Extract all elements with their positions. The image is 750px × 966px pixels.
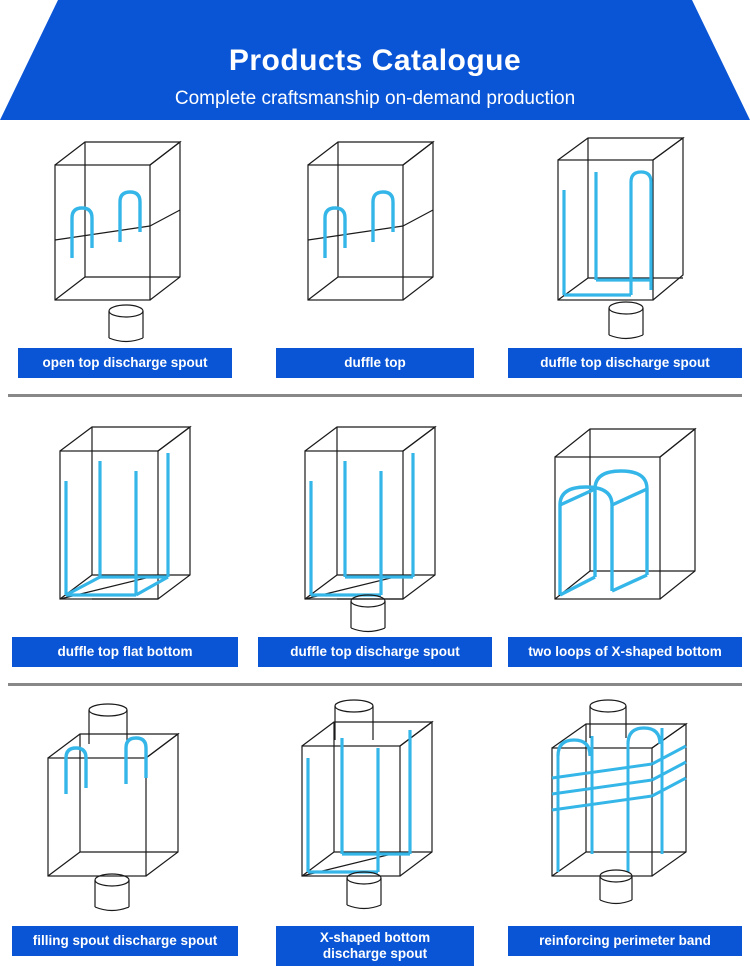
caption-duffle-top-discharge-spout-2: duffle top discharge spout xyxy=(258,637,492,667)
page-title: Products Catalogue xyxy=(228,44,522,77)
bag-diagram-filling-spout-discharge-spout xyxy=(0,698,250,926)
product-cell-two-loops-x-shaped-bottom[interactable] xyxy=(500,409,750,667)
bag-diagram-x-shaped-bottom-discharge-spout xyxy=(250,698,500,926)
caption-line-2: discharge spout xyxy=(322,946,428,961)
bag-diagram-duffle-top-flat-bottom xyxy=(0,409,250,637)
bag-diagram-two-loops-x-shaped-bottom xyxy=(500,409,750,637)
product-cell-filling-spout-discharge-spout[interactable] xyxy=(0,698,250,966)
product-row-1 xyxy=(0,120,750,378)
caption-duffle-top: duffle top xyxy=(276,348,474,378)
bag-diagram-duffle-top xyxy=(250,120,500,348)
bag-diagram-reinforcing-perimeter-band xyxy=(500,698,750,926)
row-divider-2 xyxy=(8,683,742,686)
caption-duffle-top-discharge-spout: duffle top discharge spout xyxy=(508,348,742,378)
caption-filling-spout-discharge-spout: filling spout discharge spout xyxy=(12,926,238,956)
product-cell-open-top-discharge-spout[interactable] xyxy=(0,120,250,378)
bag-diagram-duffle-top-discharge-spout xyxy=(500,120,750,348)
product-grid xyxy=(0,120,750,966)
caption-duffle-top-flat-bottom: duffle top flat bottom xyxy=(12,637,238,667)
product-cell-reinforcing-perimeter-band[interactable] xyxy=(500,698,750,966)
product-row-2 xyxy=(0,409,750,667)
product-cell-duffle-top-discharge-spout-2[interactable] xyxy=(250,409,500,667)
bag-diagram-duffle-top-discharge-spout-2 xyxy=(250,409,500,637)
caption-reinforcing-perimeter-band: reinforcing perimeter band xyxy=(508,926,742,956)
caption-open-top-discharge-spout: open top discharge spout xyxy=(18,348,232,378)
row-divider-1 xyxy=(8,394,742,397)
page-header xyxy=(0,0,750,120)
caption-line-1: X-shaped bottom xyxy=(319,930,431,946)
product-cell-x-shaped-bottom-discharge-spout[interactable] xyxy=(250,698,500,966)
product-cell-duffle-top[interactable] xyxy=(250,120,500,378)
caption-two-loops-x-shaped-bottom: two loops of X-shaped bottom xyxy=(508,637,742,667)
page-subtitle: Complete craftsmanship on-demand production xyxy=(174,88,576,109)
caption-x-shaped-bottom-discharge-spout xyxy=(276,926,474,966)
product-cell-duffle-top-flat-bottom[interactable] xyxy=(0,409,250,667)
bag-diagram-open-top-discharge-spout xyxy=(0,120,250,348)
product-cell-duffle-top-discharge-spout[interactable] xyxy=(500,120,750,378)
product-row-3 xyxy=(0,698,750,966)
